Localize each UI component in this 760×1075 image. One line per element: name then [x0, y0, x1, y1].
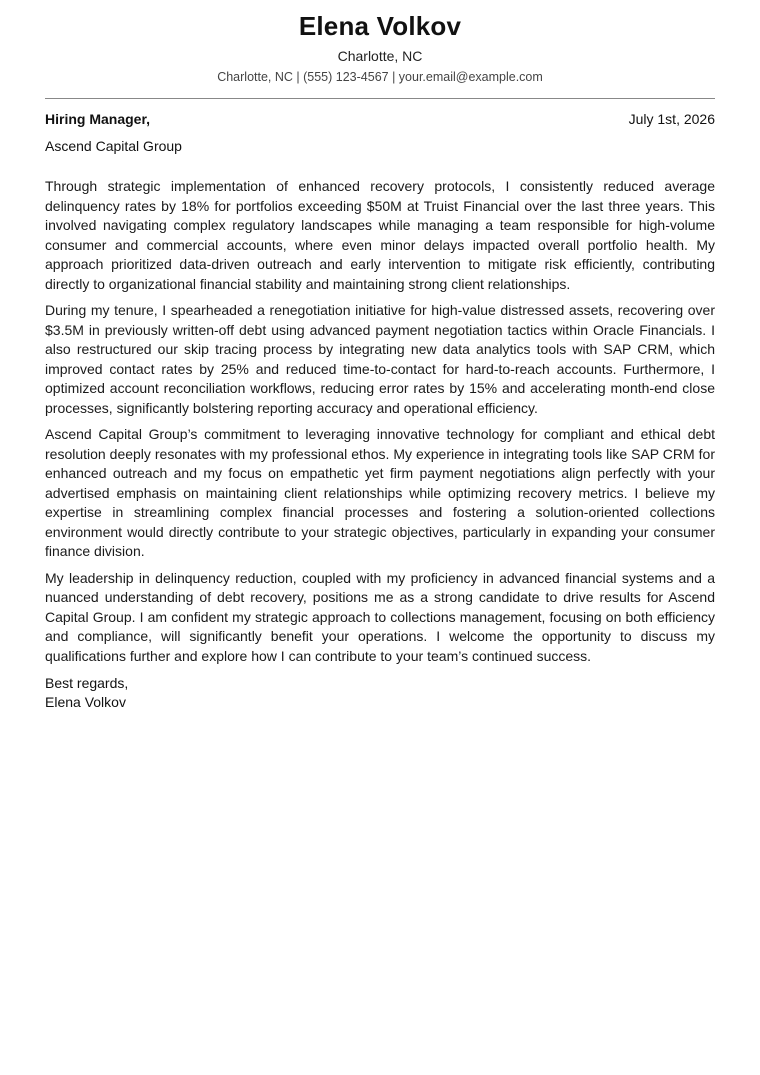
- recipient-salutation: Hiring Manager,: [45, 111, 151, 127]
- closing-phrase: Best regards,: [45, 675, 129, 691]
- header-divider: [45, 98, 715, 99]
- applicant-location: Charlotte, NC: [337, 48, 423, 64]
- letter-body: [45, 177, 715, 666]
- body-paragraph-2: During my tenure, I spearheaded a renegotiation initiative for high-value distressed assets, recovering over $3.5M in previously written-off debt using advanced payment negotiation tactics within Oracle Financials. I also restructured our skip tracing process by integrating new data analytics tools with SAP CRM, which improved contact rates by 25% and reduced time-to-contact for hard-to-reach accounts. Furthermore, I optimized account reconciliation workflows, reducing error rates by 15% and accelerating month-end close processes, significantly bolstering reporting accuracy and operational efficiency.: [45, 302, 715, 416]
- closing-block: [45, 674, 715, 712]
- company-name: Ascend Capital Group: [45, 138, 182, 154]
- applicant-name: Elena Volkov: [298, 11, 462, 41]
- body-paragraph-3: Ascend Capital Group’s commitment to leveraging innovative technology for compliant and ethical debt resolution deeply resonates with my professional ethos. My experience in integrating tools like SAP CRM for enhanced outreach and my focus on empathetic yet firm payment negotiations align perfectly with your advertised emphasis on maintaining client relationships while optimizing recovery metrics. I believe my expertise in streamlining complex financial processes and fostering a solution-oriented collections environment would directly contribute to your strategic objectives, particularly in expanding your consumer finance division.: [45, 426, 715, 559]
- signature-name: Elena Volkov: [45, 694, 126, 710]
- body-paragraph-1: Through strategic implementation of enhanced recovery protocols, I consistently reduced average delinquency rates by 18% for portfolios exceeding $50M at Truist Financial over the last three years. This involved navigating complex regulatory landscapes while managing a team responsible for high-volume consumer and commercial accounts, where even minor delays impacted overall portfolio health. My approach prioritized data-driven outreach and early intervention to mitigate risk efficiently, contributing directly to organizational financial stability and maintaining strong client relationships.: [45, 178, 715, 292]
- contact-line: Charlotte, NC | (555) 123-4567 | your.email@example.com: [217, 70, 543, 84]
- body-paragraph-4: My leadership in delinquency reduction, coupled with my proficiency in advanced financial systems and a nuanced understanding of debt recovery, positions me as a strong candidate to drive results for Ascend Capital Group. I am confident my strategic approach to collections management, focusing on both efficiency and compliance, will significantly benefit your operations. I welcome the opportunity to discuss my qualifications further and explore how I can contribute to your team’s continued success.: [45, 569, 715, 664]
- salutation-row: [45, 110, 715, 128]
- letter-date: July 1st, 2026: [628, 111, 715, 127]
